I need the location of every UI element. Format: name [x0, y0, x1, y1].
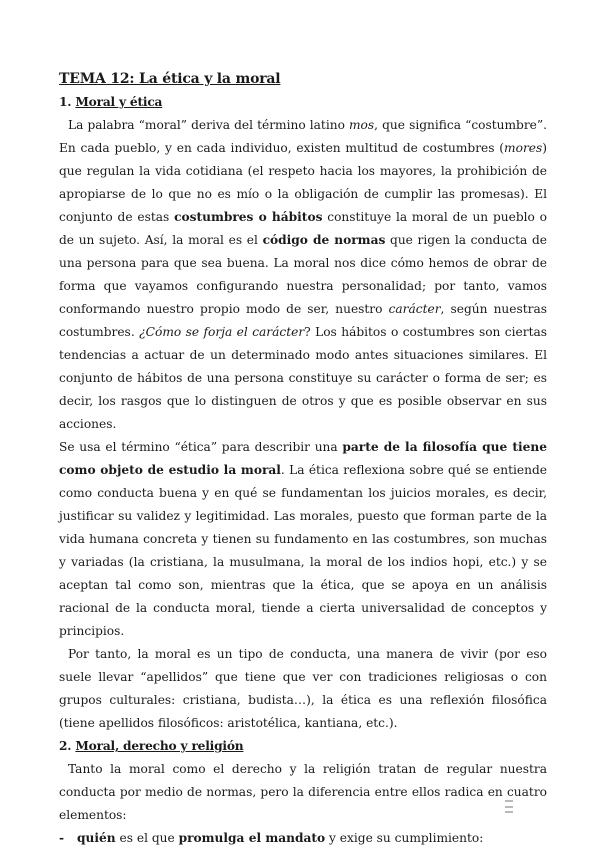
text-run: , según nuestras costumbres.	[59, 302, 547, 339]
text-run: ? Los hábitos o costumbres son ciertas tendencias a actuar de un determinado modo antes situaciones similares. El conjunto de hábitos de una persona constituye su carácter o forma de ser; es decir, los rasgos que lo distinguen de otros y que es posible observar en sus acciones.	[59, 325, 547, 431]
text-run: . La ética reflexiona sobre qué se entiende como conducta buena y en qué se fundamentan los juicios morales, es decir, justificar su validez y legitimidad. Las morales, puesto que forman parte de la vida humana concreta y tienen su fundamento en las costumbres, son muchas y variadas (la cristiana, la musulmana, la moral de los indios hopi, etc.) y se aceptan tal como son, mientras que la ética, que se apoya en un análisis racional de la conducta moral, tiende a cierta universalidad de conceptos y principios.	[59, 463, 547, 638]
paragraph-moral-definition	[59, 114, 547, 436]
bold-term-filosofia-moral: parte de la filosofía que tiene como objeto de estudio la moral	[59, 440, 547, 477]
page-title: TEMA 12: La ética y la moral	[59, 71, 281, 87]
bold-term-costumbres-habitos: costumbres o hábitos	[174, 210, 323, 224]
list-item	[59, 827, 547, 850]
section-2-heading-text: Moral, derecho y religión	[75, 739, 244, 753]
bold-term-quien: quién	[77, 831, 116, 845]
section-1-heading-text: Moral y ética	[75, 95, 163, 109]
italic-question-caracter: ¿Cómo se forja el carácter	[139, 325, 305, 339]
text-run: ) que regulan la vida cotidiana (el respeto hacia los mayores, la prohibición de apropiarse de lo que no es mío o la obligación de cumplir las promesas). El conjunto de estas	[59, 141, 547, 224]
page-footer-icon	[505, 800, 513, 813]
section-2-heading	[59, 735, 547, 758]
section-1-heading	[59, 91, 547, 114]
section-2-number: 2.	[59, 739, 76, 753]
text-run: La palabra “moral” deriva del término latino	[68, 118, 349, 132]
bold-term-codigo-normas: código de normas	[262, 233, 386, 247]
italic-term-mos: mos	[349, 118, 375, 132]
paragraph-moral-law-religion: Tanto la moral como el derecho y la religión tratan de regular nuestra conducta por medio de normas, pero la diferencia entre ellos radica en cuatro elementos:	[59, 762, 547, 822]
section-1-number: 1.	[59, 95, 76, 109]
text-run: constituye la moral de un pueblo o de un sujeto. Así, la moral es el	[59, 210, 548, 247]
text-run: que rigen la conducta de una persona para que sea buena. La moral nos dice cómo hemos de obrar de forma que vayamos configurando nuestra personalidad; por tanto, vamos conformando nuestro propio modo de ser, nuestro	[59, 233, 547, 316]
bullet-marker: -	[59, 831, 65, 845]
italic-term-mores: mores	[504, 141, 543, 155]
text-run: y exige su cumplimiento:	[325, 831, 484, 845]
bold-term-promulga-mandato: promulga el mandato	[178, 831, 326, 845]
text-run: es el que	[115, 831, 179, 845]
list-item-text	[77, 827, 483, 850]
text-run: , que significa “costumbre”. En cada pueblo, y en cada individuo, existen multitud de costumbres (	[59, 118, 547, 155]
italic-term-caracter: carácter	[388, 302, 441, 316]
text-run: Se usa el término “ética” para describir una	[59, 440, 343, 454]
document-body	[59, 68, 547, 850]
paragraph-ethics-definition	[59, 436, 547, 643]
paragraph-moral-vs-ethics: Por tanto, la moral es un tipo de conducta, una manera de vivir (por eso suele llevar “apellidos” que tiene que ver con tradiciones religiosas o con grupos culturales: cristiana, budista…), la ética es una reflexión filosófica (tiene apellidos filosóficos: aristotélica, kantiana, etc.).	[59, 647, 547, 730]
